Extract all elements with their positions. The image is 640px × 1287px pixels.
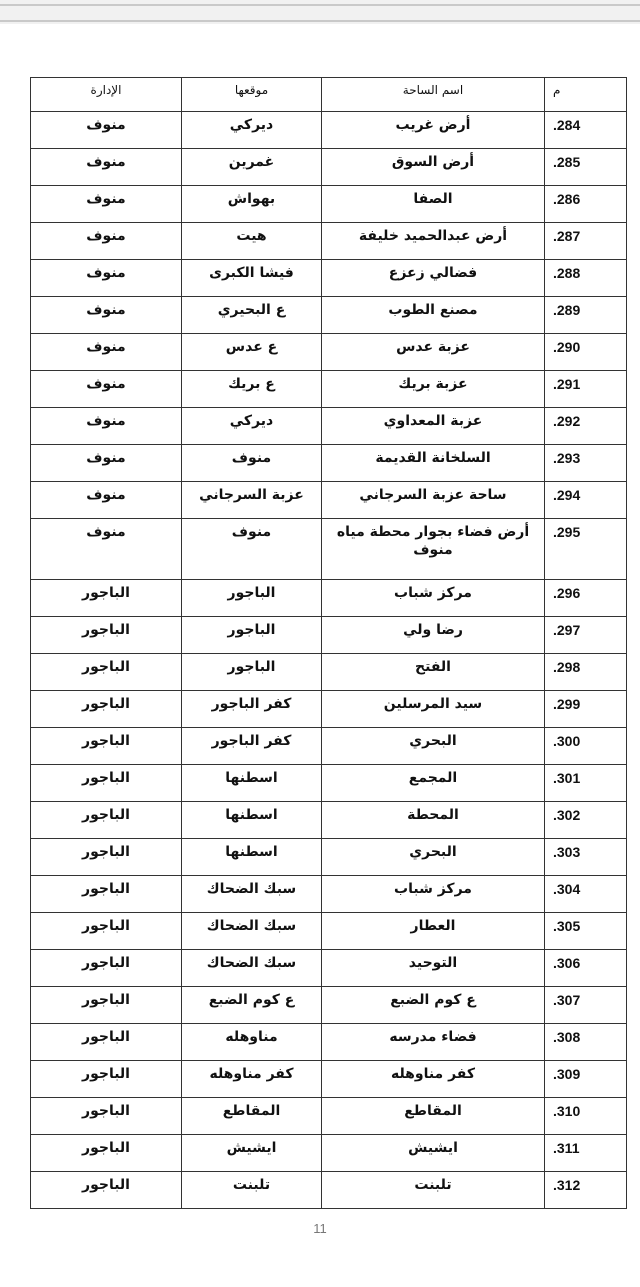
row-name: أرض السوق	[322, 149, 545, 186]
row-number: .312	[545, 1172, 627, 1209]
row-admin: الباجور	[31, 654, 182, 691]
row-number: .307	[545, 987, 627, 1024]
table-row	[31, 691, 627, 728]
row-location: الباجور	[182, 617, 322, 654]
header-num: م	[545, 78, 627, 112]
table-row	[31, 913, 627, 950]
row-number: .300	[545, 728, 627, 765]
row-number: .295	[545, 519, 627, 580]
row-location: عزبة السرجاني	[182, 482, 322, 519]
row-admin: منوف	[31, 186, 182, 223]
table-row	[31, 482, 627, 519]
table-header-row	[31, 78, 627, 112]
row-location: ع البحيري	[182, 297, 322, 334]
row-location: منوف	[182, 519, 322, 580]
row-number: .285	[545, 149, 627, 186]
row-number: .302	[545, 802, 627, 839]
row-name: التوحيد	[322, 950, 545, 987]
table-row	[31, 765, 627, 802]
table-row	[31, 408, 627, 445]
row-location: ديركي	[182, 112, 322, 149]
row-number: .284	[545, 112, 627, 149]
header-name: اسم الساحة	[322, 78, 545, 112]
row-location: فيشا الكبرى	[182, 260, 322, 297]
row-number: .309	[545, 1061, 627, 1098]
row-number: .301	[545, 765, 627, 802]
table-row	[31, 112, 627, 149]
row-admin: منوف	[31, 334, 182, 371]
top-divider	[0, 4, 640, 6]
table-row	[31, 297, 627, 334]
row-admin: الباجور	[31, 1098, 182, 1135]
table-row	[31, 445, 627, 482]
row-admin: الباجور	[31, 728, 182, 765]
row-name: كفر مناوهله	[322, 1061, 545, 1098]
row-name: ايشيش	[322, 1135, 545, 1172]
row-location: المقاطع	[182, 1098, 322, 1135]
row-number: .304	[545, 876, 627, 913]
row-number: .310	[545, 1098, 627, 1135]
row-location: كفر الباجور	[182, 691, 322, 728]
header-location: موقعها	[182, 78, 322, 112]
table-row	[31, 987, 627, 1024]
row-number: .286	[545, 186, 627, 223]
row-number: .297	[545, 617, 627, 654]
row-admin: الباجور	[31, 1172, 182, 1209]
row-name: مصنع الطوب	[322, 297, 545, 334]
table-row	[31, 1135, 627, 1172]
row-location: كفر مناوهله	[182, 1061, 322, 1098]
row-admin: الباجور	[31, 876, 182, 913]
table-row	[31, 617, 627, 654]
row-number: .305	[545, 913, 627, 950]
row-admin: منوف	[31, 223, 182, 260]
row-location: سبك الضحاك	[182, 950, 322, 987]
row-name: فضالي زعزع	[322, 260, 545, 297]
row-number: .293	[545, 445, 627, 482]
row-admin: الباجور	[31, 950, 182, 987]
row-admin: منوف	[31, 408, 182, 445]
row-location: ع كوم الضبع	[182, 987, 322, 1024]
row-name: العطار	[322, 913, 545, 950]
row-name: مركز شباب	[322, 876, 545, 913]
row-name: أرض غريب	[322, 112, 545, 149]
row-location: الباجور	[182, 580, 322, 617]
row-name: المحطة	[322, 802, 545, 839]
row-admin: الباجور	[31, 691, 182, 728]
row-name: الفتح	[322, 654, 545, 691]
row-location: ايشيش	[182, 1135, 322, 1172]
top-divider-lower	[0, 20, 640, 22]
row-name: الصفا	[322, 186, 545, 223]
row-name: السلخانة القديمة	[322, 445, 545, 482]
row-number: .289	[545, 297, 627, 334]
row-location: اسطنها	[182, 802, 322, 839]
row-name: فضاء مدرسه	[322, 1024, 545, 1061]
row-admin: الباجور	[31, 617, 182, 654]
row-name: عزبة المعداوي	[322, 408, 545, 445]
row-name: ساحة عزبة السرجاني	[322, 482, 545, 519]
row-name: تلبنت	[322, 1172, 545, 1209]
row-admin: الباجور	[31, 802, 182, 839]
row-name: رضا ولي	[322, 617, 545, 654]
header-admin: الإدارة	[31, 78, 182, 112]
row-admin: الباجور	[31, 1024, 182, 1061]
row-name: سيد المرسلين	[322, 691, 545, 728]
row-location: اسطنها	[182, 839, 322, 876]
row-admin: منوف	[31, 149, 182, 186]
row-number: .294	[545, 482, 627, 519]
row-number: .287	[545, 223, 627, 260]
row-name: المقاطع	[322, 1098, 545, 1135]
row-location: ع بريك	[182, 371, 322, 408]
row-location: غمرين	[182, 149, 322, 186]
row-admin: منوف	[31, 445, 182, 482]
table-row	[31, 519, 627, 580]
row-name: عزبة بريك	[322, 371, 545, 408]
row-number: .308	[545, 1024, 627, 1061]
table-row	[31, 802, 627, 839]
row-location: تلبنت	[182, 1172, 322, 1209]
row-name: المجمع	[322, 765, 545, 802]
row-admin: الباجور	[31, 913, 182, 950]
row-number: .311	[545, 1135, 627, 1172]
row-location: سبك الضحاك	[182, 913, 322, 950]
table-row	[31, 223, 627, 260]
row-admin: منوف	[31, 519, 182, 580]
row-number: .298	[545, 654, 627, 691]
squares-table	[30, 77, 627, 1209]
row-number: .292	[545, 408, 627, 445]
row-name: ع كوم الضبع	[322, 987, 545, 1024]
row-name: البحري	[322, 839, 545, 876]
row-number: .291	[545, 371, 627, 408]
row-admin: الباجور	[31, 1135, 182, 1172]
row-admin: منوف	[31, 112, 182, 149]
table-row	[31, 334, 627, 371]
table-row	[31, 728, 627, 765]
row-number: .303	[545, 839, 627, 876]
table-row	[31, 1098, 627, 1135]
table-row	[31, 580, 627, 617]
row-location: مناوهله	[182, 1024, 322, 1061]
table-row	[31, 186, 627, 223]
row-location: منوف	[182, 445, 322, 482]
table-row	[31, 654, 627, 691]
row-number: .296	[545, 580, 627, 617]
row-admin: الباجور	[31, 987, 182, 1024]
row-admin: الباجور	[31, 1061, 182, 1098]
row-admin: منوف	[31, 260, 182, 297]
row-admin: منوف	[31, 297, 182, 334]
table-row	[31, 371, 627, 408]
row-location: الباجور	[182, 654, 322, 691]
table-row	[31, 260, 627, 297]
row-admin: منوف	[31, 371, 182, 408]
table-row	[31, 1024, 627, 1061]
row-location: ع عدس	[182, 334, 322, 371]
row-location: اسطنها	[182, 765, 322, 802]
row-location: كفر الباجور	[182, 728, 322, 765]
row-name: عزبة عدس	[322, 334, 545, 371]
row-name: مركز شباب	[322, 580, 545, 617]
table-row	[31, 1172, 627, 1209]
row-number: .306	[545, 950, 627, 987]
table-row	[31, 839, 627, 876]
page-number: 11	[313, 1221, 327, 1236]
row-admin: الباجور	[31, 580, 182, 617]
row-location: ديركي	[182, 408, 322, 445]
row-admin: الباجور	[31, 765, 182, 802]
row-number: .299	[545, 691, 627, 728]
row-name: البحري	[322, 728, 545, 765]
row-location: سبك الضحاك	[182, 876, 322, 913]
row-number: .290	[545, 334, 627, 371]
row-location: هيت	[182, 223, 322, 260]
table-row	[31, 950, 627, 987]
row-location: بهواش	[182, 186, 322, 223]
row-name: أرض فضاء بجوار محطة مياه منوف	[322, 519, 545, 580]
table-row	[31, 1061, 627, 1098]
table-row	[31, 149, 627, 186]
row-admin: الباجور	[31, 839, 182, 876]
row-number: .288	[545, 260, 627, 297]
row-admin: منوف	[31, 482, 182, 519]
table-row	[31, 876, 627, 913]
row-name: أرض عبدالحميد خليفة	[322, 223, 545, 260]
